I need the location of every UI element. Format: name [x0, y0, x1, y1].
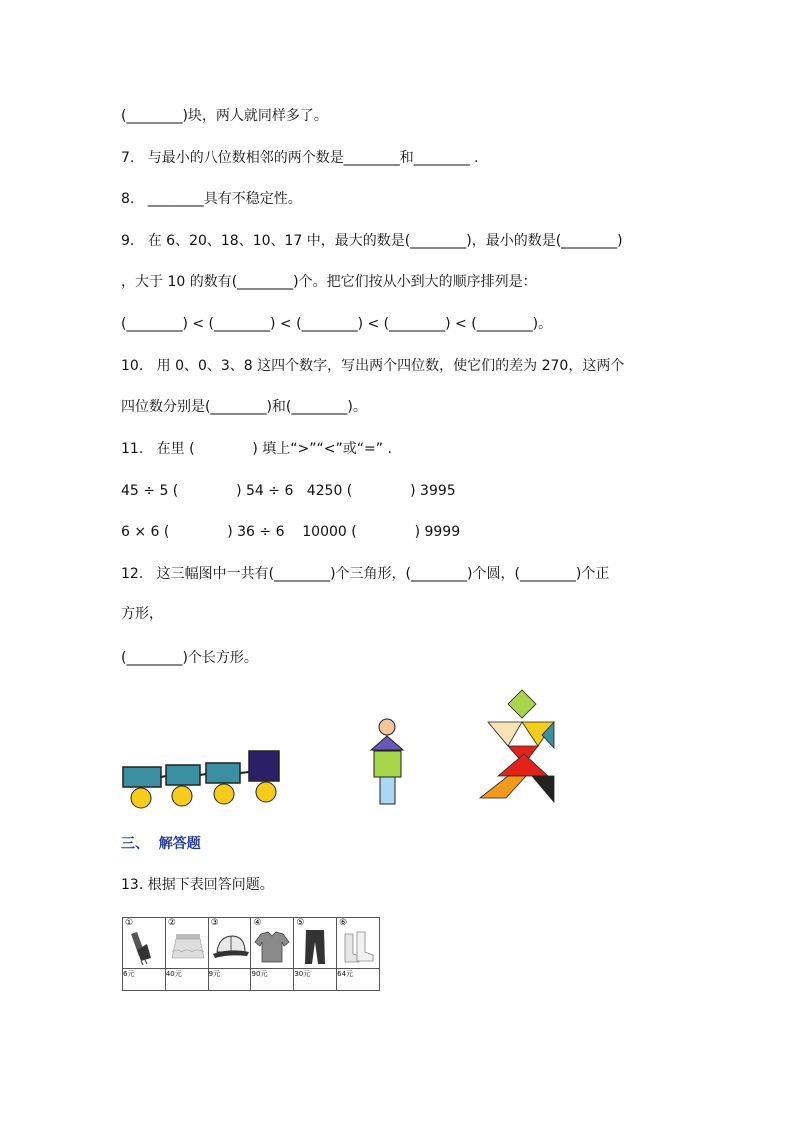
train-figure	[118, 745, 288, 811]
table-cell	[123, 918, 166, 969]
item-number: ③	[210, 918, 219, 928]
boots-icon	[337, 928, 380, 966]
item-number: ④	[253, 918, 262, 928]
q13: 13. 根据下表回答问题。	[121, 877, 274, 893]
cap-icon	[209, 928, 252, 966]
tangram-figure	[478, 688, 560, 806]
q10-line1: 10. 用 0、0、3、8 这四个数字，写出两个四位数，使它们的差为 270，这两个	[121, 358, 625, 374]
q11-row1: 45 ÷ 5 ( ) 54 ÷ 6 4250 ( ) 3995	[121, 483, 456, 499]
price-table	[122, 917, 380, 991]
price-cell: 30元	[294, 969, 337, 991]
table-cell	[294, 918, 337, 969]
q12-line2: 方形，	[121, 606, 163, 622]
tshirt-icon	[251, 928, 294, 966]
item-number: ②	[167, 918, 176, 928]
item-number: ①	[125, 918, 134, 928]
q9-line2: ，大于 10 的数有(________)个。把它们按从小到大的顺序排列是：	[121, 274, 537, 290]
scarf-icon	[123, 928, 166, 966]
table-cell	[251, 918, 294, 969]
section-3-heading: 三、 解答题	[121, 836, 201, 852]
trousers-icon	[294, 928, 337, 966]
q11: 11. 在里 ( ) 填上“>”“<”或“=” .	[121, 441, 392, 457]
table-cell	[208, 918, 251, 969]
table-cell	[337, 918, 380, 969]
q12-line3: (________)个长方形。	[121, 650, 258, 666]
q7: 7. 与最小的八位数相邻的两个数是________和________ .	[121, 150, 479, 166]
q12-line1: 12. 这三幅图中一共有(________)个三角形，(________)个圆，(________)个正	[121, 566, 610, 582]
table-cell	[165, 918, 208, 969]
q11-row2: 6 × 6 ( ) 36 ÷ 6 10000 ( ) 9999	[121, 524, 461, 540]
skirt-icon	[166, 928, 209, 966]
q6-tail: (________)块，两人就同样多了。	[121, 108, 328, 124]
price-cell: 64元	[337, 969, 380, 991]
item-number: ⑥	[339, 918, 348, 928]
price-cell: 90元	[251, 969, 294, 991]
price-cell: 40元	[165, 969, 208, 991]
item-number: ⑤	[296, 918, 305, 928]
shape-person-figure	[366, 715, 414, 807]
q9-line1: 9. 在 6、20、18、10、17 中，最大的数是(________)，最小的数是(________)	[121, 233, 623, 249]
q8: 8. ________具有不稳定性。	[121, 191, 302, 207]
q9-line3: (________) < (________) < (________) < (________) < (________)。	[121, 316, 553, 332]
price-cell: 6元	[123, 969, 166, 991]
price-cell: 9元	[208, 969, 251, 991]
q10-line2: 四位数分别是(________)和(________)。	[121, 399, 367, 415]
